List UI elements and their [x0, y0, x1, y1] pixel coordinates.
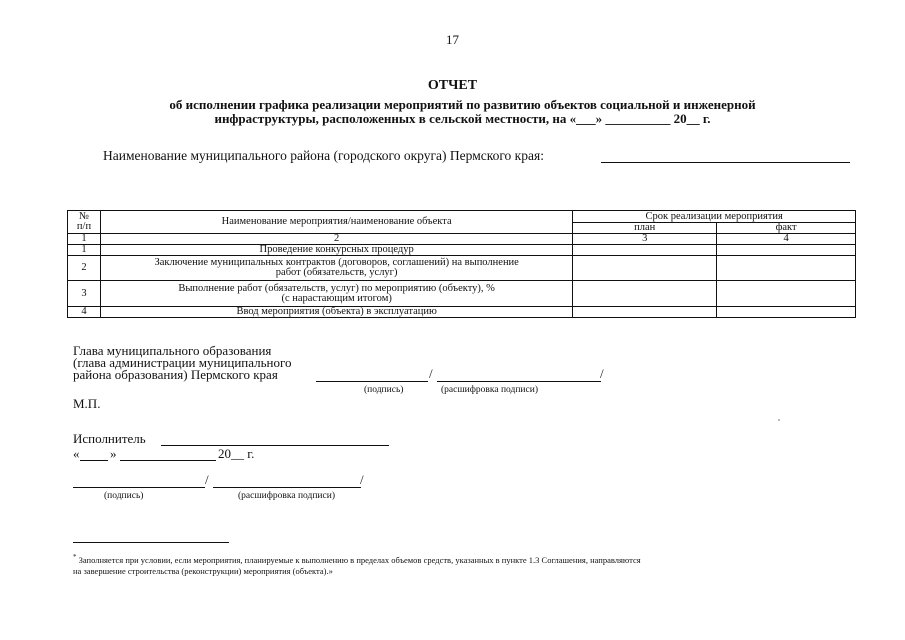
header-num-line1: № [78, 211, 89, 222]
header-term: Срок реализации мероприятия [573, 211, 856, 223]
footnote [73, 552, 833, 577]
head-decode-line[interactable] [437, 381, 601, 382]
header-num [68, 211, 101, 234]
municipality-fill-line [601, 162, 850, 163]
subtitle-line-1: об исполнении графика реализации мероприятий по развитию объектов социальной и инженерной [169, 97, 756, 112]
row-name [100, 307, 572, 318]
table-header-row [68, 211, 856, 223]
head-sign-caption: (подпись) [364, 385, 404, 395]
head-block [73, 345, 292, 381]
executor-date-open: « [73, 446, 80, 461]
document-title: ОТЧЕТ [427, 78, 478, 93]
executor-year: 20__ г. [218, 446, 255, 461]
header-num-line2: п/п [76, 221, 92, 232]
row-name-line1: Выполнение работ (обязательств, услуг) по мероприятию (объекту), % [178, 282, 495, 294]
footnote-line-2: на завершение строительства (реконструкции) мероприятия (объекта).» [73, 565, 333, 576]
row-name-line2: работ (обязательств, услуг) [275, 267, 398, 278]
row-name [100, 281, 572, 307]
head-line-2: (глава администрации муниципального [73, 355, 292, 370]
header-plan: план [573, 223, 717, 234]
row-fact[interactable] [717, 245, 856, 256]
row-num: 3 [68, 281, 101, 307]
table-row [68, 307, 856, 318]
row-num: 1 [68, 245, 101, 256]
row-name-line1: Заключение муниципальных контрактов (договоров, соглашений) на выполнение [154, 257, 519, 268]
scan-dot [778, 419, 780, 421]
subtitle-line-2: инфраструктуры, расположенных в сельской местности, на «___» __________ 20__ г. [214, 111, 711, 126]
head-slash-end: / [600, 366, 604, 381]
footnote-mark: * [73, 553, 77, 561]
row-plan[interactable] [573, 256, 717, 281]
row-plan[interactable] [573, 245, 717, 256]
table-row [68, 256, 856, 281]
head-decode-caption: (расшифровка подписи) [441, 385, 538, 395]
executor-slash: / [205, 472, 209, 487]
footnote-rule [73, 542, 229, 543]
page-number: 17 [446, 32, 459, 47]
index-cell: 1 [68, 234, 101, 245]
row-num: 4 [68, 307, 101, 318]
head-slash: / [429, 366, 433, 381]
executor-day-line[interactable] [80, 460, 108, 461]
header-fact: факт [717, 223, 856, 234]
row-plan[interactable] [573, 307, 717, 318]
row-name [100, 245, 572, 256]
executor-date-close: » [110, 446, 117, 461]
row-fact[interactable] [717, 307, 856, 318]
table-row [68, 245, 856, 256]
municipality-label: Наименование муниципального района (городского округа) Пермского края: [103, 148, 544, 163]
document-subtitle [90, 98, 835, 126]
executor-sign-line[interactable] [73, 487, 205, 488]
index-cell: 4 [717, 234, 856, 245]
executor-slash-end: / [360, 472, 364, 487]
header-name: Наименование мероприятия/наименование объекта [100, 211, 572, 234]
row-name [100, 256, 572, 281]
executor-decode-line[interactable] [213, 487, 361, 488]
footnote-text-1: Заполняется при условии, если мероприятия, планируемые к выполнению в пределах объемов средств, указанных в пункте 1.3 Соглашения, направляются [78, 554, 641, 565]
row-plan[interactable] [573, 281, 717, 307]
stamp-label: М.П. [73, 396, 101, 411]
head-sign-line[interactable] [316, 381, 428, 382]
footnote-line-1 [73, 552, 833, 566]
report-table [67, 210, 856, 318]
executor-month-line[interactable] [120, 460, 216, 461]
row-name-line1: Проведение конкурсных процедур [259, 244, 414, 255]
table-row [68, 281, 856, 307]
head-line-1: Глава муниципального образования [73, 343, 272, 358]
row-fact[interactable] [717, 256, 856, 281]
table-index-row [68, 234, 856, 245]
row-fact[interactable] [717, 281, 856, 307]
executor-label: Исполнитель [73, 431, 146, 446]
row-name-line2: (с нарастающим итогом) [281, 292, 392, 304]
executor-name-line[interactable] [161, 445, 389, 446]
head-line-3: района образования) Пермского края [73, 367, 278, 382]
executor-decode-caption: (расшифровка подписи) [238, 491, 335, 501]
row-num: 2 [68, 256, 101, 281]
row-name-line1: Ввод мероприятия (объекта) в эксплуатацию [236, 306, 437, 317]
index-cell: 2 [100, 234, 572, 245]
index-cell: 3 [573, 234, 717, 245]
executor-sign-caption: (подпись) [104, 491, 144, 501]
